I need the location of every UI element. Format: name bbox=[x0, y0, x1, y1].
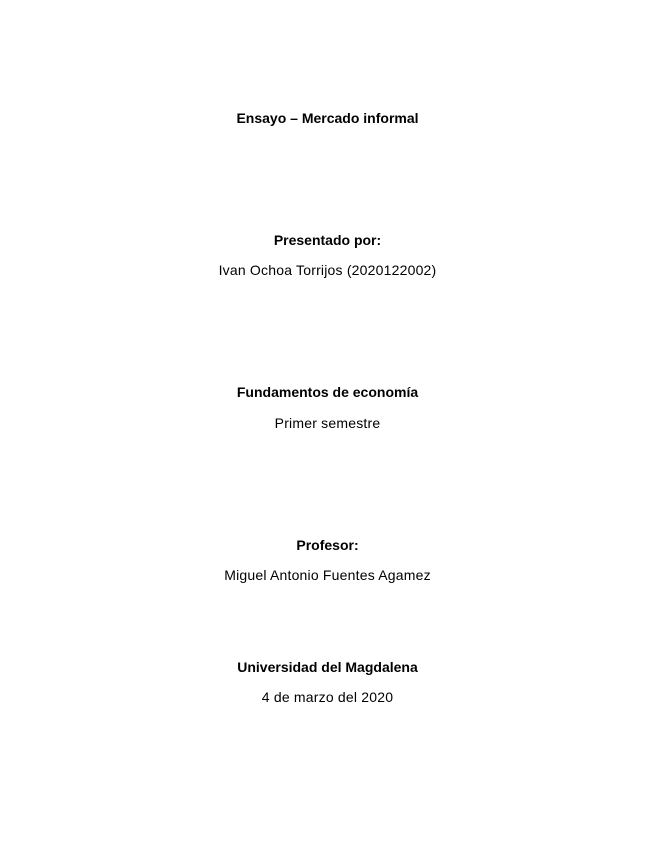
presented-by-value: Ivan Ochoa Torrijos (2020122002) bbox=[218, 262, 437, 278]
course-name: Fundamentos de economía bbox=[236, 384, 419, 400]
document-date: 4 de marzo del 2020 bbox=[261, 689, 394, 705]
professor-label: Profesor: bbox=[296, 537, 359, 553]
professor-name: Miguel Antonio Fuentes Agamez bbox=[224, 567, 431, 583]
document-title: Ensayo – Mercado informal bbox=[236, 110, 419, 126]
university-name: Universidad del Magdalena bbox=[237, 659, 418, 675]
semester: Primer semestre bbox=[274, 415, 381, 431]
presented-by-label: Presentado por: bbox=[273, 232, 382, 248]
